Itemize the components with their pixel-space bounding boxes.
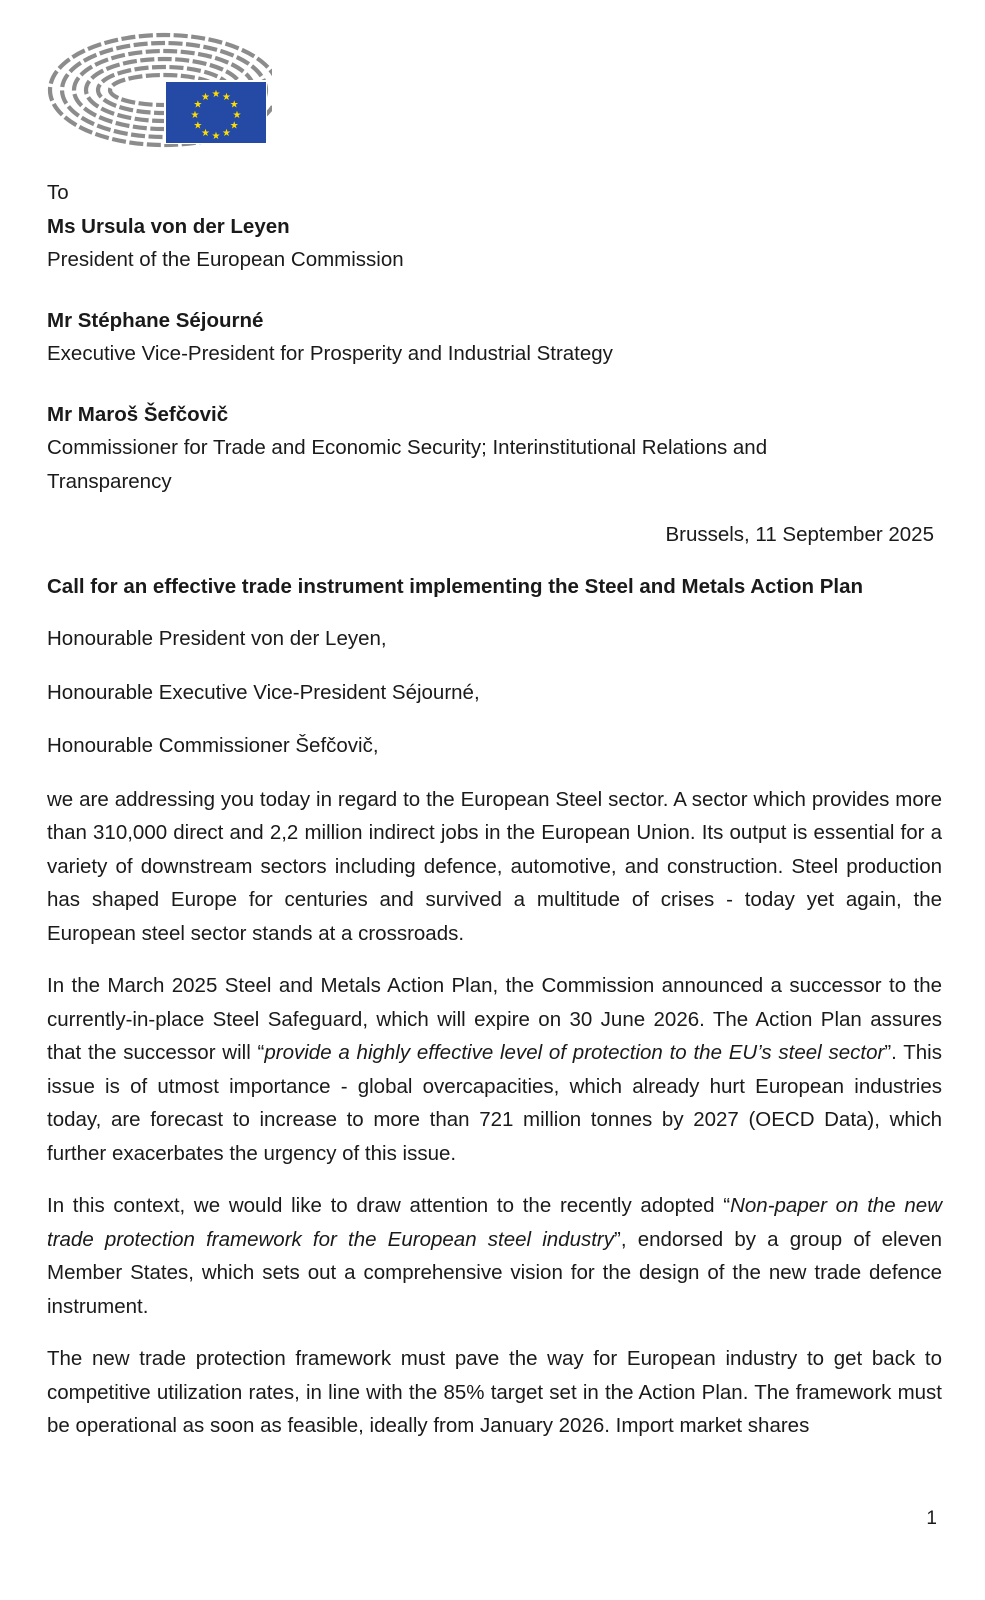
letter-body (47, 176, 942, 1462)
paragraph-2 (47, 969, 942, 1170)
svg-text:★: ★ (222, 128, 231, 140)
paragraph-3 (47, 1189, 942, 1323)
to-label: To (47, 181, 69, 204)
recipient-title: Executive Vice-President for Prosperity and Industrial Strategy (47, 342, 613, 365)
recipient-sejourne (47, 304, 942, 371)
recipient-title: Commissioner for Trade and Economic Security; Interinstitutional Relations and (47, 436, 768, 459)
paragraph-1: we are addressing you today in regard to the European Steel sector. A sector which provides more than 310,000 direct and 2,2 million indirect jobs in the European Union. Its output is essential for a variety of downstream sectors including defence, automotive, and construction. Steel production has shaped Europe for centuries and survived a multitude of crises - today yet again, the European steel sector stands at a crossroads. (47, 787, 942, 945)
paragraph-2-quote: provide a highly effective level of protection to the EU’s steel sector (264, 1041, 885, 1064)
salutation-commissioner: Honourable Commissioner Šefčovič, (47, 734, 379, 757)
svg-text:★: ★ (229, 99, 239, 111)
paragraph-3-start: In this context, we would like to draw attention to the recently adopted “ (47, 1194, 731, 1217)
recipient-name: Mr Stéphane Séjourné (47, 308, 264, 332)
svg-text:★: ★ (222, 91, 231, 103)
paragraph-3-quote: Non-paper on the new trade protection framework for the European steel industry (47, 1194, 943, 1251)
svg-text:★: ★ (211, 131, 221, 142)
paragraph-2-end: ”. This issue is of utmost importance - global overcapacities, which already hurt European industries today, are forecast to increase to more than 721 million tonnes by 2027 (OECD Data), which further exacerbates the urgency of this issue. (47, 1041, 942, 1165)
svg-text:★: ★ (232, 110, 242, 121)
svg-text:★: ★ (193, 120, 203, 132)
salutation-vice-president: Honourable Executive Vice-President Séjourné, (47, 680, 480, 704)
svg-text:★: ★ (229, 120, 239, 132)
recipient-von-der-leyen (47, 210, 942, 277)
svg-text:★: ★ (193, 99, 203, 111)
svg-text:★: ★ (211, 89, 221, 100)
recipient-name: Ms Ursula von der Leyen (47, 214, 290, 238)
salutation-president: Honourable President von der Leyen, (47, 627, 387, 650)
recipient-sefcovic (47, 398, 942, 499)
european-parliament-logo (46, 32, 272, 150)
svg-text:★: ★ (190, 110, 200, 121)
recipient-title-continued: Transparency (47, 469, 172, 493)
paragraph-2-start: In the March 2025 Steel and Metals Action Plan, the Commission announced a successor to the currently-in-place Steel Safeguard, which will expire on 30 June 2026. The Action Plan assures that the successor will “ (47, 974, 942, 1064)
letter-subject: Call for an effective trade instrument implementing the Steel and Metals Action Plan (47, 574, 863, 598)
svg-text:★: ★ (201, 91, 210, 103)
paragraph-3-end: ”, endorsed by a group of eleven Member States, which sets out a comprehensive vision for the design of the new trade defence instrument. (47, 1227, 943, 1318)
svg-text:★: ★ (201, 128, 210, 140)
european-parliament-logo-icon (46, 32, 272, 150)
recipient-name: Mr Maroš Šefčovič (47, 402, 229, 426)
page-number: 1 (926, 1508, 937, 1529)
paragraph-4: The new trade protection framework must pave the way for European industry to get back to competitive utilization rates, in line with the 85% target set in the Action Plan. The framework must be operational as soon as feasible, ideally from January 2026. Import market shares (47, 1347, 942, 1437)
letter-date: Brussels, 11 September 2025 (665, 523, 934, 546)
recipient-title: President of the European Commission (47, 248, 404, 271)
